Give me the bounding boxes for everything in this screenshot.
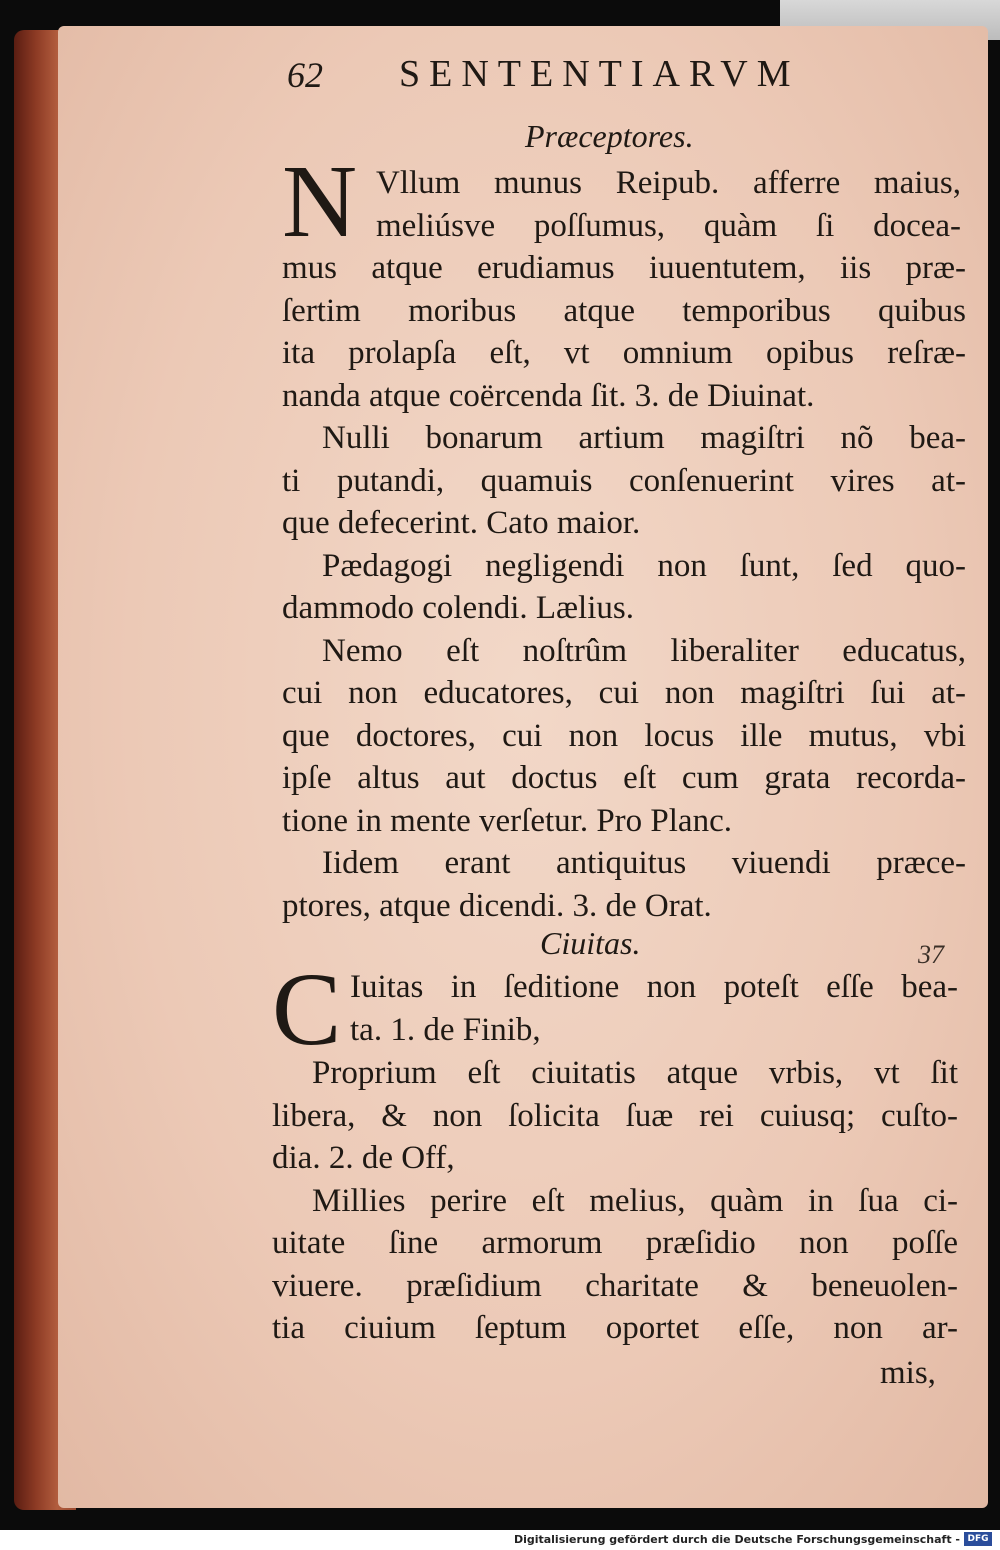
section-2-opening	[350, 966, 958, 1051]
text-line: Iidem erant antiquitus viuendi præce-	[322, 845, 966, 881]
text-line: que defecerint. Cato maior.	[282, 505, 641, 541]
section-heading-praeceptores: Præceptores.	[525, 118, 694, 154]
text-line: Pædagogi negligendi non ſunt, ſed quo-	[322, 547, 966, 584]
text-line: libera, & non ſolicita ſuæ rei cuiusq; cuſto-	[272, 1097, 958, 1134]
text-line: cui non educatores, cui non magiſtri ſui at-	[282, 675, 966, 711]
text-line: meliúsve poſſumus, quàm ſi docea-	[376, 207, 961, 244]
text-line: Iuitas in ſeditione non poteſt eſſe bea-	[350, 969, 958, 1005]
section-1-opening	[376, 162, 961, 247]
marginal-number: 37	[918, 940, 944, 969]
section-1-body	[282, 247, 966, 927]
text-line: nanda atque coërcenda ſit. 3. de Diuinat.	[282, 377, 815, 414]
text-line: viuere. præſidium charitate & beneuolen-	[272, 1267, 958, 1304]
text-line: Proprium eſt ciuitatis atque vrbis, vt ſit	[312, 1055, 958, 1091]
text-line: que doctores, cui non locus ille mutus, vbi	[282, 717, 966, 754]
text-line: ta. 1. de Finib,	[350, 1011, 541, 1048]
dropcap-c: C	[272, 952, 342, 1067]
section-heading-ciuitas: Ciuitas.	[540, 925, 641, 961]
text-line: ſertim moribus atque temporibus quibus	[282, 292, 966, 329]
running-header	[287, 52, 887, 102]
text-line: dammodo colendi. Lælius.	[282, 590, 634, 626]
text-line: dia. 2. de Off,	[272, 1140, 455, 1176]
text-line: Nemo eſt noſtrûm liberaliter educatus,	[322, 632, 966, 669]
dfg-logo: DFG	[964, 1532, 992, 1546]
text-line: Vllum munus Reipub. afferre maius,	[376, 165, 961, 201]
text-line: ita prolapſa eſt, vt omnium opibus reſræ-	[282, 335, 966, 371]
text-line: uitate ſine armorum præſidio non poſſe	[272, 1225, 958, 1261]
text-line: ipſe altus aut doctus eſt cum grata recorda-	[282, 760, 966, 796]
text-line: ti putandi, quamuis conſenuerint vires at-	[282, 462, 966, 499]
text-line: Nulli bonarum artium magiſtri nõ bea-	[322, 420, 966, 456]
text-line: ptores, atque dicendi. 3. de Orat.	[282, 887, 712, 924]
catchword: mis,	[880, 1355, 936, 1391]
digitization-credit: Digitalisierung gefördert durch die Deutsche Forschungsgemeinschaft -	[513, 1533, 960, 1546]
text-line: mus atque erudiamus iuuentutem, iis præ-	[282, 250, 966, 286]
text-line: Millies perire eſt melius, quàm in ſua ci-	[312, 1182, 958, 1219]
dropcap-n: N	[282, 144, 358, 259]
running-title: SENTENTIARVM	[399, 53, 800, 95]
page-number: 62	[287, 55, 323, 95]
text-line: tia ciuium ſeptum oportet eſſe, non ar-	[272, 1310, 958, 1346]
section-2-body	[272, 1052, 958, 1350]
text-line: tione in mente verſetur. Pro Planc.	[282, 802, 732, 839]
